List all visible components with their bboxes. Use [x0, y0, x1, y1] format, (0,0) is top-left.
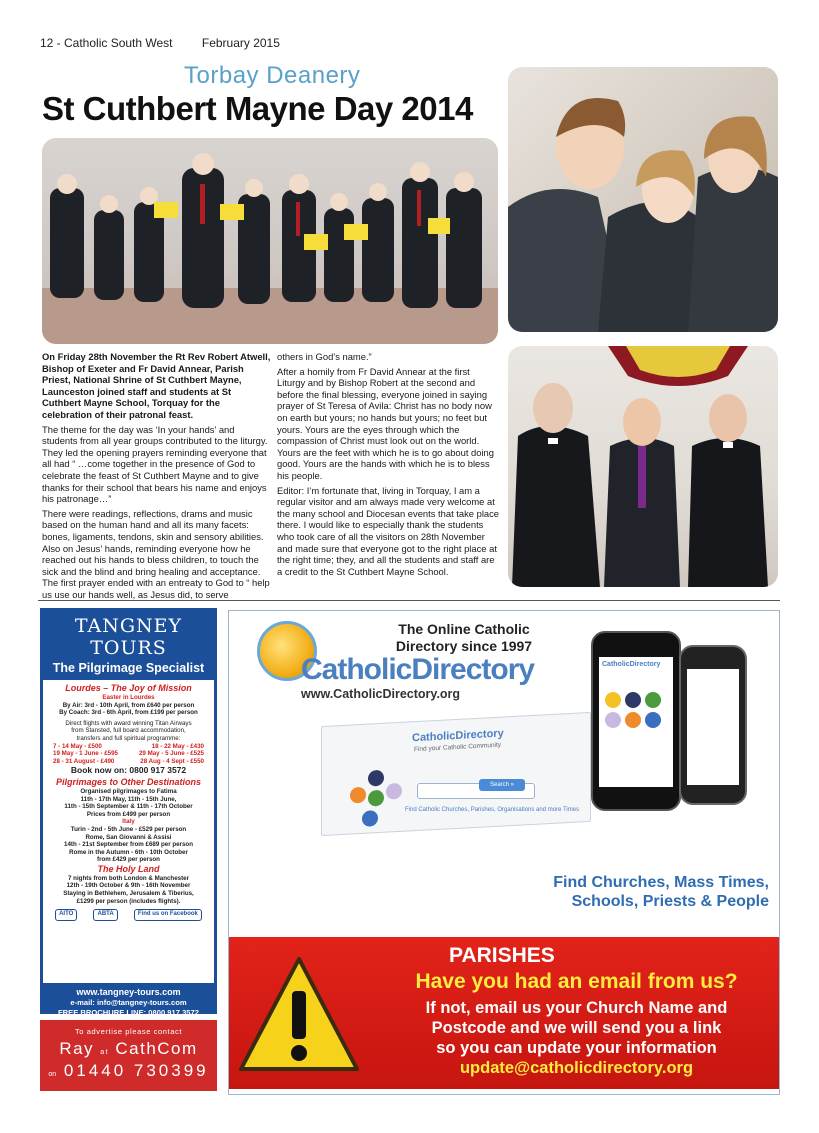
- directory-url[interactable]: www.CatholicDirectory.org: [301, 687, 461, 701]
- date-price: 29 May - 5 June - £525: [138, 750, 204, 758]
- app-icon: [625, 712, 641, 728]
- page-label: 12 - Catholic South West: [40, 36, 173, 50]
- fatima-line: Organised pilgrimages to Fatima: [80, 787, 177, 795]
- directory-logo-text: CatholicDirectory: [301, 653, 535, 686]
- holy-land-line: Staying in Bethlehem, Jerusalem & Tiberius,: [63, 890, 194, 898]
- italy-heading: Italy: [122, 818, 135, 826]
- date-price: 18 - 22 May - £430: [151, 742, 204, 750]
- article-paragraph: There were readings, reflections, drams and music based on the human hand and all its many facets: bones, ligaments, tendons, skin and sensory abilities. Also on Jesus’ hands, reminding everyone how he reached out his hands to bless children, to touch the sick and the blind and bring healing and acceptance. The first prayer ended with an entreaty to God to “ help us use our hands well, as Jesus did, to serve: [42, 507, 270, 600]
- advertise-line: To advertise please contact: [74, 1027, 183, 1036]
- parishes-line: Postcode and we will send you a link: [431, 1019, 722, 1037]
- app-icon: [625, 692, 641, 708]
- tangney-email[interactable]: e-mail: info@tangney-tours.com: [70, 997, 187, 1007]
- lourdes-heading: Lourdes – The Joy of Mission: [65, 683, 192, 693]
- contact-name: Ray: [59, 1039, 95, 1058]
- at-word: at: [100, 1049, 110, 1056]
- parishes-line: If not, email us your Church Name and: [425, 999, 728, 1017]
- other-destinations-heading: Pilgrimages to Other Destinations: [55, 776, 202, 787]
- italy-line: Rome, San Giovanni & Assisi: [85, 833, 172, 841]
- holy-land-line: £1299 per person (includes flights).: [76, 897, 181, 905]
- tangney-subtitle: The Pilgrimage Specialist: [52, 661, 205, 675]
- tangney-brand: TANGNEY TOURS: [74, 615, 183, 659]
- category-bubble-icon: [350, 787, 366, 804]
- choir-photo: [42, 138, 498, 344]
- article-paragraph: The theme for the day was ‘In your hands’ and students from all year groups contributed to the liturgy. They led the opening prayers reminding everyone that all had “ …come together in the presence of God to celebrate the feast of St Cuthbert Mayne and to give thanks for their school that bears his name and enjoys his patronage…”: [42, 423, 268, 505]
- cathcom-ad: [40, 1020, 217, 1091]
- screen-find-line: Find Catholic Churches, Parishes, Organisations and more Times: [405, 807, 580, 813]
- direct-line: Direct flights with award winning Titan Airways: [65, 719, 192, 727]
- holy-land-line: 7 nights from both London & Manchester: [68, 874, 189, 882]
- screen-logo: CatholicDirectory: [412, 727, 504, 745]
- article-title: St Cuthbert Mayne Day 2014: [42, 90, 473, 127]
- contact-phone: 01440 730399: [63, 1061, 209, 1080]
- on-word: on: [48, 1071, 57, 1078]
- easter-line: Easter in Lourdes: [102, 694, 155, 701]
- italy-line: from £429 per person: [97, 856, 160, 864]
- tangney-brochure-line: FREE BROCHURE LINE: 0800 917 3572: [58, 1008, 199, 1017]
- date-price: 19 May - 1 June - £595: [53, 750, 119, 758]
- editor-note: Editor: I’m fortunate that, living in Torquay, I am a regular visitor and am always made very welcome at the many school and Diocesan events that take place there. I would like to especially thank the students who took care of all the visitors on 28th November and made sure that everyone got to the right place at the right time; they, and all the students and staff are a credit to the St Cuthbert Mayne School.: [277, 484, 500, 577]
- screen-subtitle: Find your Catholic Community: [414, 741, 502, 754]
- fatima-line: 11th - 17th May, 11th - 15th June,: [80, 795, 177, 803]
- clergy-photo: [508, 346, 778, 587]
- app-icon: [645, 692, 661, 708]
- catholic-directory-ad: [228, 610, 780, 1095]
- date-price: 28 - 31 August - £490: [53, 757, 115, 765]
- date-price: 28 Aug - 4 Sept - £550: [140, 757, 204, 765]
- parishes-banner: [229, 937, 779, 1089]
- issue-date: February 2015: [201, 36, 280, 50]
- parishes-line: Have you had an email from us?: [415, 970, 738, 993]
- tangney-content: [43, 680, 214, 983]
- parishes-title: PARISHES: [449, 944, 555, 967]
- category-bubble-icon: [368, 790, 384, 807]
- aito-logo: AITO: [55, 909, 77, 921]
- app-icon: [605, 692, 621, 708]
- fatima-line: 11th - 15th September & 11th - 17th October: [64, 803, 193, 811]
- italy-line: Turin - 2nd - 5th June - £529 per person: [70, 825, 187, 833]
- website-screenshot: [321, 712, 591, 836]
- book-now-line: Book now on: 0800 917 3572: [70, 765, 187, 776]
- date-price: 7 - 14 May - £500: [53, 742, 102, 750]
- directory-tagline: Find Churches, Mass Times, Schools, Priests & People: [553, 874, 769, 910]
- tangney-website[interactable]: www.tangney-tours.com: [76, 987, 181, 997]
- holy-land-heading: The Holy Land: [97, 863, 160, 874]
- phone-mockup-back: [679, 645, 747, 805]
- students-photo: [508, 67, 778, 332]
- holy-land-line: 12th - 19th October & 9th - 16th November: [66, 882, 191, 890]
- deanery-heading: Torbay Deanery: [184, 62, 361, 89]
- abta-logo: ABTA: [93, 909, 117, 921]
- italy-line: 14th - 21st September from £689 per person: [64, 841, 193, 849]
- category-bubble-icon: [368, 770, 384, 787]
- section-divider: [38, 600, 780, 601]
- app-icon: [605, 712, 621, 728]
- page-header: [40, 36, 500, 52]
- article-paragraph: others in God’s name.”: [277, 351, 372, 362]
- phone-logo: CatholicDirectory: [602, 661, 661, 668]
- category-bubble-icon: [386, 783, 402, 800]
- company-name: CathCom: [115, 1039, 198, 1058]
- warning-icon: [237, 953, 361, 1077]
- screen-search-button: Search »: [479, 779, 525, 791]
- article-column-2: [277, 351, 499, 580]
- parishes-email[interactable]: update@catholicdirectory.org: [459, 1059, 694, 1077]
- direct-line: from Stansted, full board accommodation,: [71, 727, 186, 735]
- category-bubble-icon: [362, 810, 378, 827]
- italy-line: Rome in the Autumn - 6th - 10th October: [69, 848, 188, 856]
- direct-line: transfers and full spiritual programme:: [76, 734, 181, 742]
- parishes-line: so you can update your information: [436, 1039, 717, 1057]
- by-coach-line: By Coach: 3rd - 6th April, from £199 per person: [59, 709, 198, 717]
- facebook-logo[interactable]: Find us on Facebook: [134, 909, 202, 921]
- article-column-1: [42, 351, 272, 603]
- article-paragraph: After a homily from Fr David Annear at the first Liturgy and by Bishop Robert at the second and before the final blessing, everyone joined in saying prayer of St Teresa of Avila: Christ has no body now on earth but yours; no hands but yours; no feet but yours. Yours are the eyes through which the compassion of Christ must look out on the world. Yours are the feet with which he is to go about doing good. Yours are the hands with which he is to bless his people.: [277, 365, 494, 481]
- by-air-line: By Air: 3rd - 10th April, from £640 per person: [62, 701, 195, 709]
- app-icon: [645, 712, 661, 728]
- tangney-tours-ad: [40, 608, 217, 1017]
- directory-strap: The Online Catholic Directory since 1997: [395, 621, 533, 654]
- article-lead: On Friday 28th November the Rt Rev Robert Atwell, Bishop of Exeter and Fr David Annear, Parish Priest, National Shrine of St Cuthbert Mayne, Launceston joined staff and students at St Cuthbert Mayne School, Torquay for the celebration of their patronal feast.: [42, 351, 271, 420]
- fatima-line: Prices from £499 per person: [86, 810, 171, 818]
- phone-mockup: [591, 631, 681, 811]
